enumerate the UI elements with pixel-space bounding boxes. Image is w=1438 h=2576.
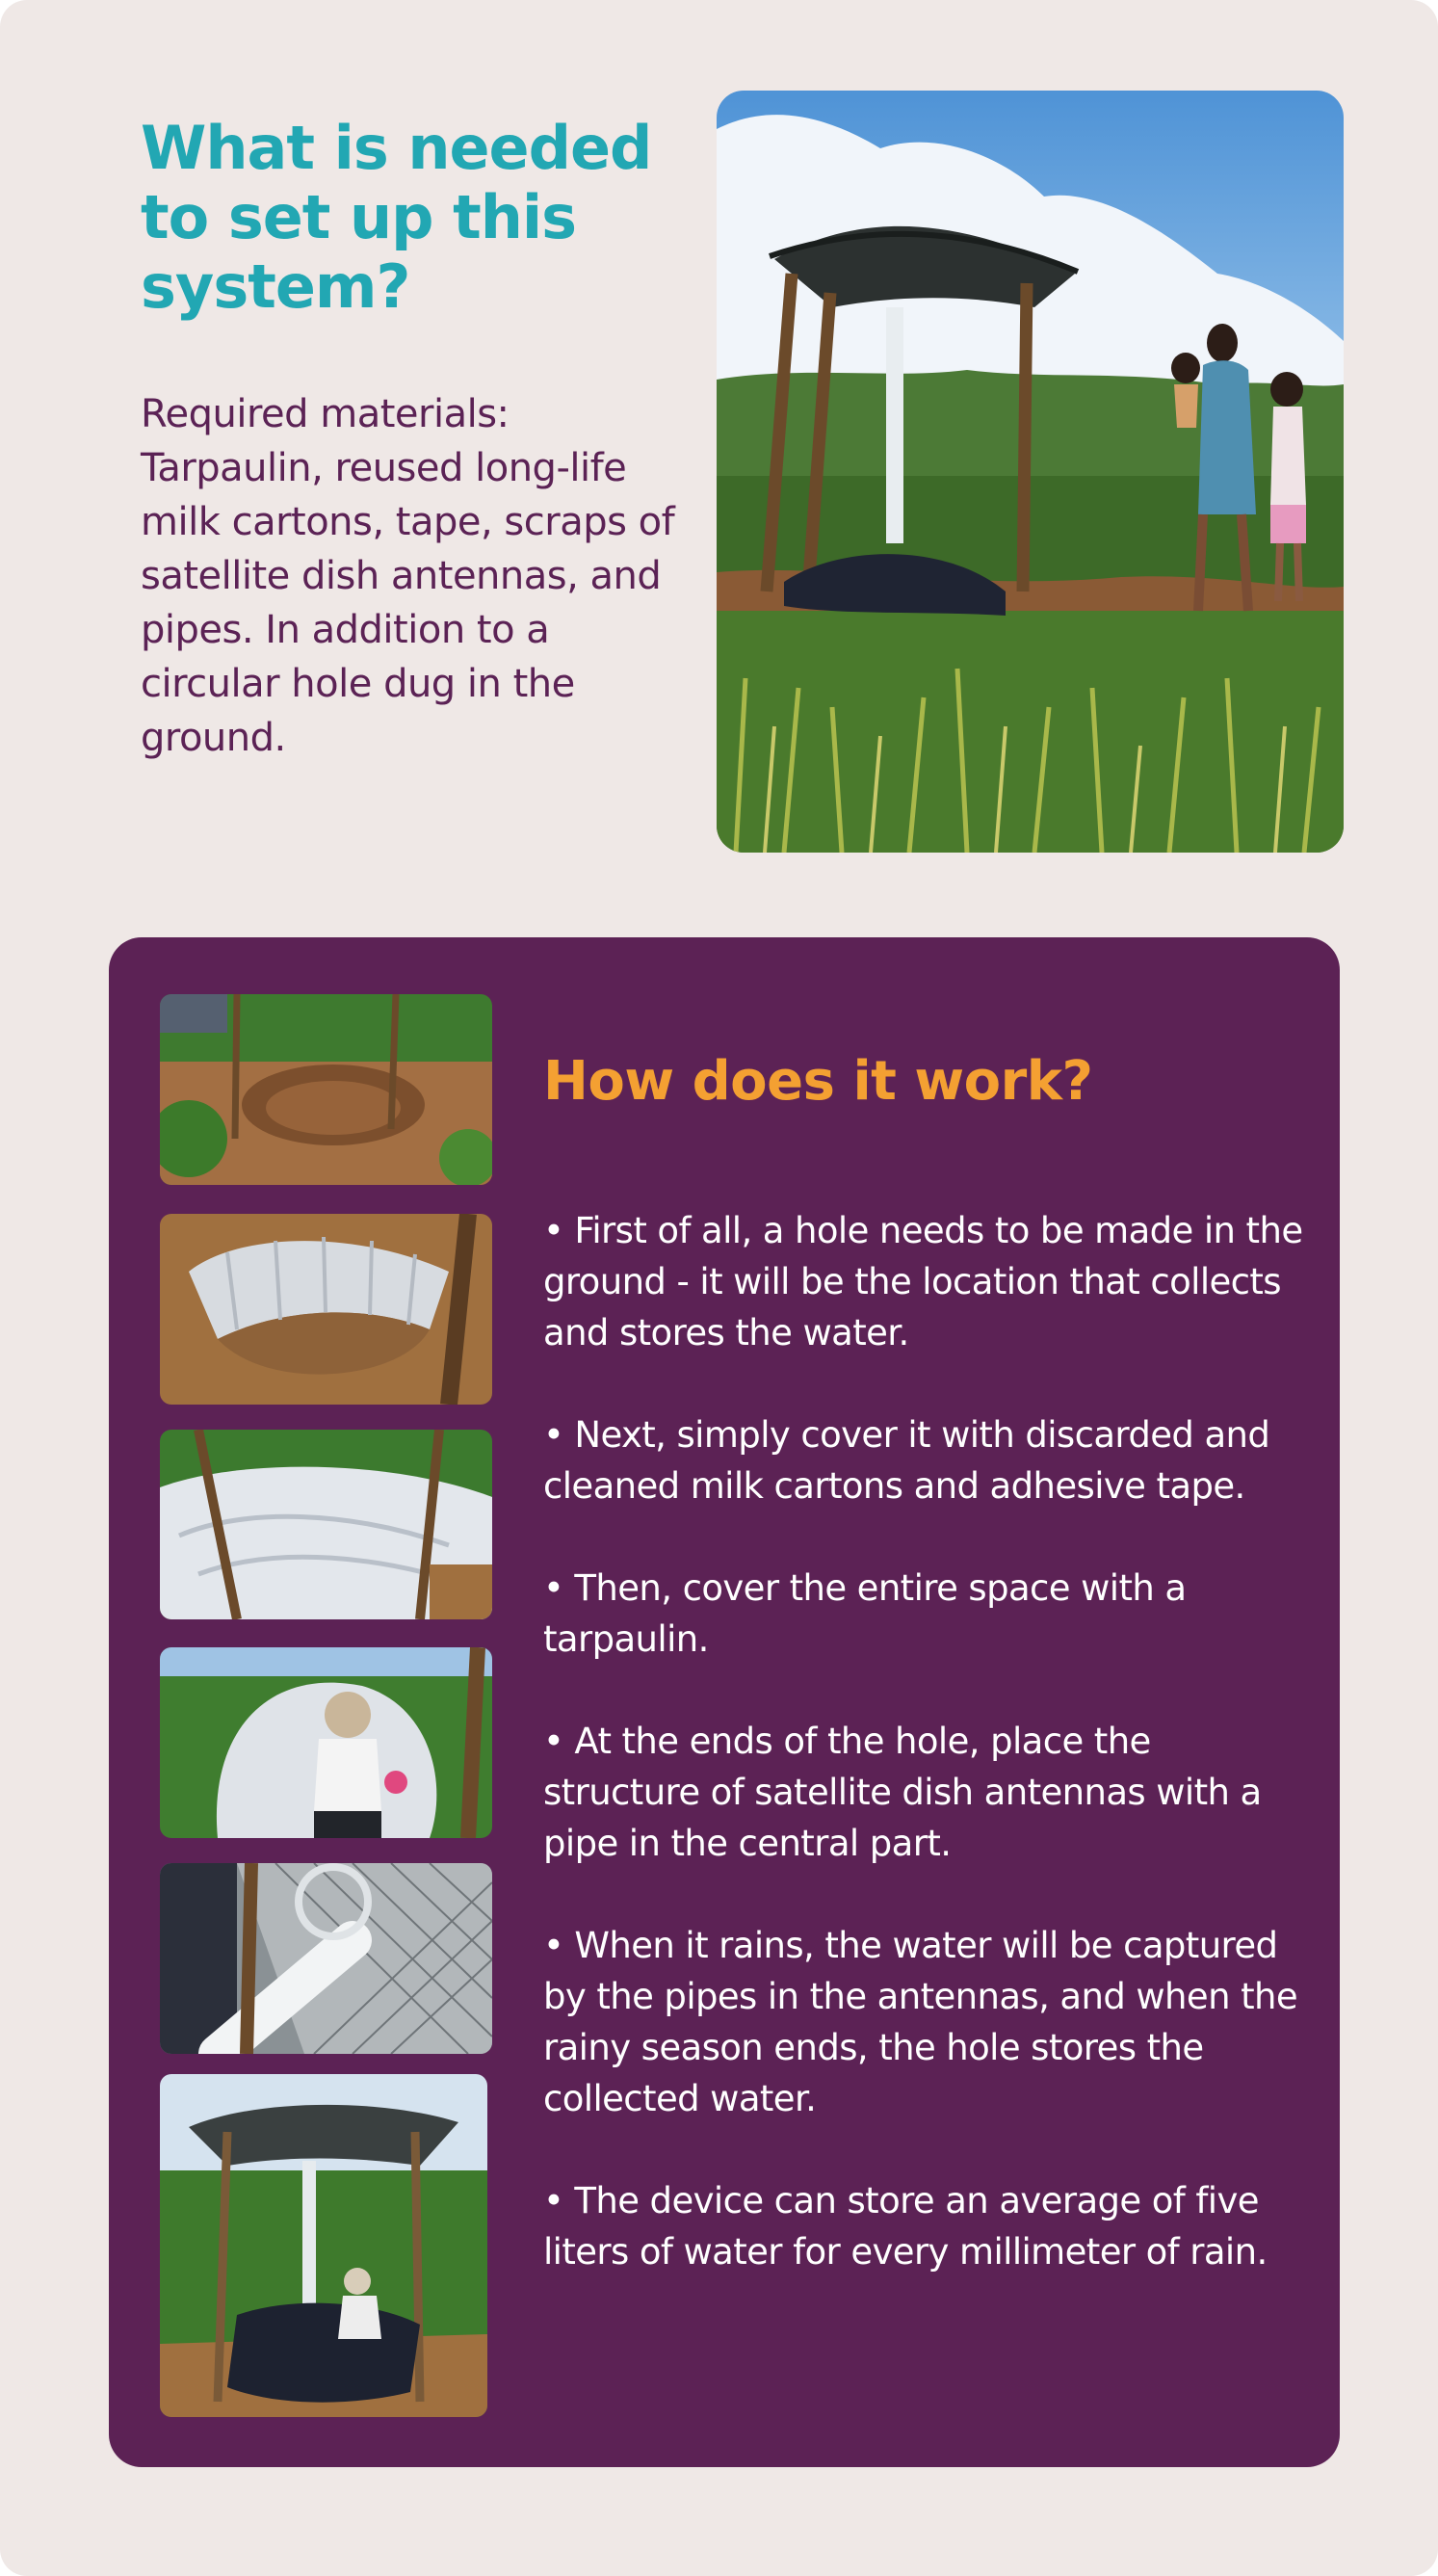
how-it-works-heading: How does it work? [543,1050,1093,1113]
steps-list [543,1205,1314,2328]
cistern-family-photo [717,91,1344,853]
step-photo-dug-hole [160,994,492,1185]
step-item: • Next, simply cover it with discarded and cleaned milk cartons and adhesive tape. [543,1414,1270,1507]
step-photo-milk-carton-lining [160,1214,492,1405]
step-item: • At the ends of the hole, place the structure of satellite dish antennas with a pipe in the central part. [543,1721,1262,1864]
step-item: • Then, cover the entire space with a tarpaulin. [543,1567,1187,1660]
how-it-works-panel [109,937,1340,2467]
step-photo-worker-taping [160,1647,492,1838]
step-photo-antenna-pipe [160,1863,492,2054]
step-item: • When it rains, the water will be captured by the pipes in the antennas, and when the rainy season ends, the hole stores the collected water. [543,1925,1298,2119]
step-photo-finished-structure [160,2074,487,2417]
step-item: • The device can store an average of five liters of water for every millimeter of rain. [543,2180,1268,2273]
setup-heading: What is needed to set up this system? [141,113,652,322]
step-photo-tarpaulin-cover [160,1430,492,1619]
required-materials-text: Required materials: Tarpaulin, reused long-life milk cartons, tape, scraps of satellite dish antennas, and pipes. In addition to a circular hole dug in the ground. [141,392,675,760]
step-item: • First of all, a hole needs to be made in the ground - it will be the location that collects and stores the water. [543,1210,1303,1354]
